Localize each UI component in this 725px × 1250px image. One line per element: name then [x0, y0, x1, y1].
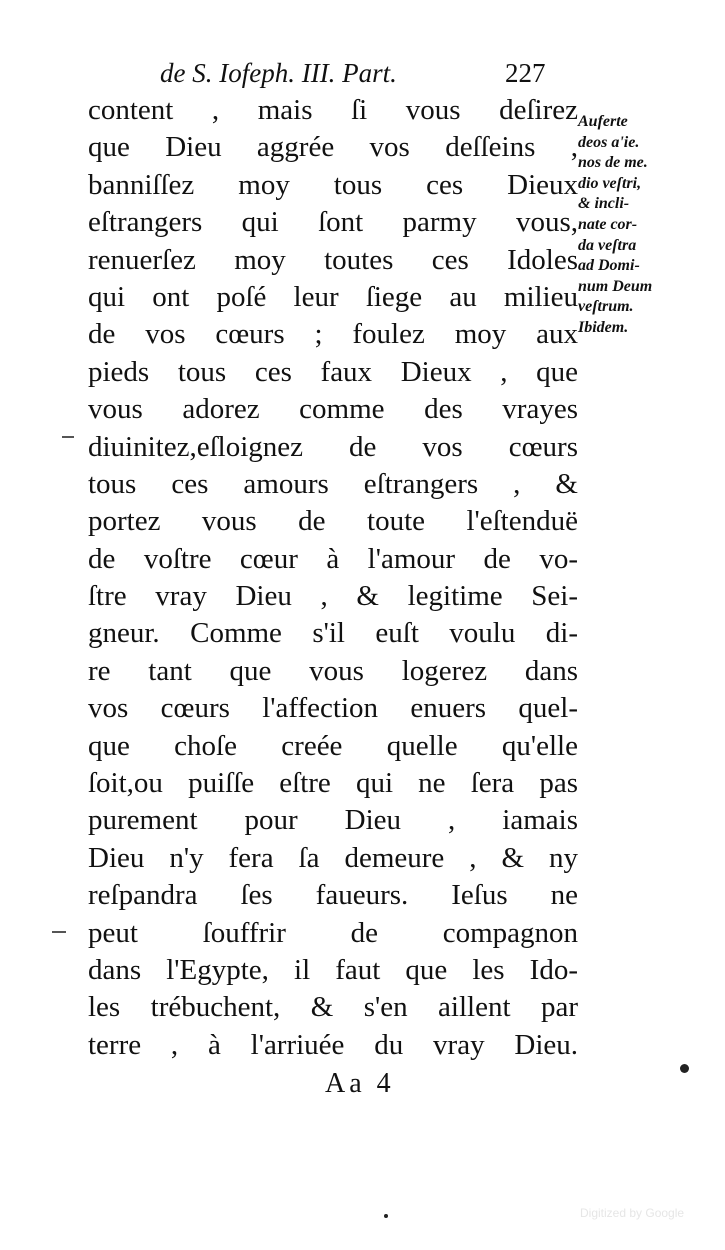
marginal-note-line: Ibidem. [578, 318, 629, 336]
marginal-note-line: ad Domi- [578, 257, 640, 275]
text-line: portez vous de toute l'eſtenduë [88, 505, 578, 538]
marginal-note-line: num Deum [578, 277, 653, 295]
text-line: les trébuchent, & s'en aillent par [88, 991, 578, 1024]
text-line: peut ſouffrir de compagnon [88, 916, 578, 949]
ink-speck [680, 1064, 689, 1073]
text-line: que choſe creée quelle qu'elle [88, 729, 578, 762]
body-text [88, 92, 578, 1064]
margin-dash-mark [52, 931, 66, 933]
text-line: eſtrangers qui ſont parmy vous, [88, 206, 578, 239]
text-line: vos cœurs l'affection enuers quel- [88, 692, 578, 725]
text-line: diuinitez,eſloignez de vos cœurs [88, 430, 578, 463]
text-line: re tant que vous logerez dans [88, 654, 578, 687]
text-line: que Dieu aggrée vos deſſeins , [88, 131, 578, 164]
running-head: de S. Iofeph. III. Part. [160, 58, 397, 88]
text-line: ſoit,ou puiſſe eſtre qui ne ſera pas [88, 767, 578, 800]
page-number: 227 [505, 58, 546, 88]
text-line: gneur. Comme s'il euſt voulu di- [88, 617, 578, 650]
text-line: content , mais ſi vous deſirez [88, 94, 578, 126]
text-line: Dieu n'y fera ſa demeure , & ny [88, 841, 578, 874]
text-line: dans l'Egypte, il faut que les Ido- [88, 953, 578, 986]
margin-dash-mark [62, 436, 74, 438]
ink-speck [384, 1214, 388, 1218]
text-line: qui ont poſé leur ſiege au milieu [88, 280, 578, 313]
marginal-note [578, 112, 718, 339]
text-line: tous ces amours eſtrangers , & [88, 467, 578, 500]
text-line: terre , à l'arriuée du vray Dieu. [88, 1028, 578, 1061]
marginal-note-line: veſtrum. [578, 298, 634, 316]
marginal-note-line: nos de me. [578, 154, 648, 172]
text-line: renuerſez moy toutes ces Idoles [88, 243, 578, 276]
signature-mark: Aa 4 [325, 1068, 395, 1099]
text-line: purement pour Dieu , iamais [88, 804, 578, 837]
marginal-note-line: nate cor- [578, 215, 638, 233]
text-line: ſtre vray Dieu , & legitime Sei- [88, 580, 578, 613]
text-line: reſpandra ſes faueurs. Ieſus ne [88, 879, 578, 912]
text-line: de voſtre cœur à l'amour de vo- [88, 542, 578, 575]
marginal-note-line: Auferte [578, 113, 628, 130]
text-line: pieds tous ces faux Dieux , que [88, 355, 578, 388]
text-line: vous adorez comme des vrayes [88, 393, 578, 426]
scan-watermark: Digitized by Google [580, 1206, 685, 1220]
text-line: de vos cœurs ; foulez moy aux [88, 318, 578, 351]
marginal-note-line: dio veſtri, [578, 174, 642, 192]
marginal-note-line: & incli- [578, 195, 630, 213]
marginal-note-line: deos a'ie. [578, 133, 640, 151]
marginal-note-line: da veſtra [578, 236, 637, 254]
text-line: banniſſez moy tous ces Dieux [88, 168, 578, 201]
